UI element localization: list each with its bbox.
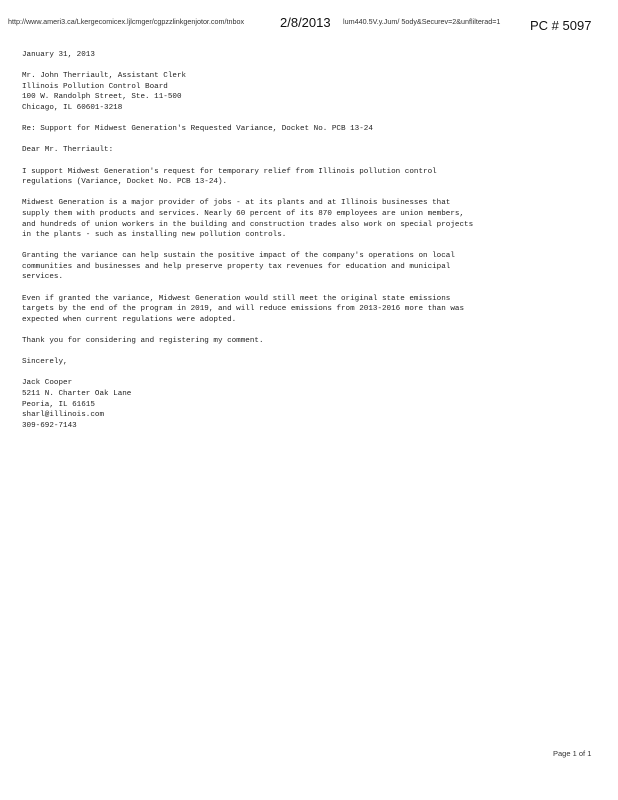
paragraph-line: regulations (Variance, Docket No. PCB 13-24). (22, 178, 228, 187)
paragraph (22, 294, 602, 326)
paragraph-line: supply them with products and services. Nearly 60 percent of its 870 employees are union members, (22, 209, 465, 218)
paragraph-line: services. (22, 273, 64, 282)
address-line: 100 W. Randolph Street, Ste. 11-500 (22, 93, 182, 102)
paragraph-line: and hundreds of union workers in the building and construction trades also work on special projects (22, 220, 474, 229)
paragraph-line: expected when current regulations were adopted. (22, 315, 237, 324)
letter-date: January 31, 2013 (22, 51, 95, 59)
paragraph-line: targets by the end of the program in 2019, and will reduce emissions from 2013-2016 more than was (22, 305, 465, 314)
paragraph (22, 251, 602, 283)
closing: Sincerely, (22, 358, 68, 367)
signature-block (22, 378, 602, 431)
signature-name: Jack Cooper (22, 379, 73, 388)
paragraph-line: in the plants - such as installing new pollution controls. (22, 231, 287, 240)
paragraph-line: Thank you for considering and registering my comment. (22, 337, 264, 346)
address-line: Mr. John Therriault, Assistant Clerk (22, 72, 187, 81)
paragraph (22, 167, 602, 188)
recipient-address (22, 71, 602, 113)
letter-body (22, 50, 602, 431)
paragraph (22, 198, 602, 240)
signature-email: sharl@illinois.com (22, 411, 105, 420)
paragraph-line: I support Midwest Generation's request for temporary relief from Illinois pollution control (22, 167, 437, 176)
paragraph-line: Even if granted the variance, Midwest Generation would still meet the original state emissions (22, 294, 451, 303)
subject-line: Re: Support for Midwest Generation's Requested Variance, Docket No. PCB 13-24 (22, 125, 373, 134)
paragraph-line: Midwest Generation is a major provider of jobs - at its plants and at Illinois businesses that (22, 199, 451, 208)
header-url-left: http://www.ameri3.ca/Lkergecomicex.ljlcmger/cgpzzlinkgenjotor.com/tnbox (8, 17, 245, 26)
signature-city: Peoria, IL 61615 (22, 400, 95, 409)
signature-phone: 309-692-7143 (22, 421, 77, 430)
paragraph-line: Granting the variance can help sustain the positive impact of the company's operations on local (22, 252, 455, 261)
salutation: Dear Mr. Therriault: (22, 146, 114, 155)
page-number: Page 1 of 1 (553, 749, 592, 758)
paragraph (22, 336, 602, 347)
pc-number: PC # 5097 (530, 18, 592, 33)
paragraph-line: communities and businesses and help preserve property tax revenues for education and municipal (22, 262, 451, 271)
header-url-right: lum440.5V.y.Jum/ 5ody&Securev=2&unflilterad=1 (343, 17, 501, 26)
address-line: Chicago, IL 60601-3218 (22, 103, 123, 112)
fax-date: 2/8/2013 (280, 15, 331, 30)
address-line: Illinois Pollution Control Board (22, 82, 168, 91)
signature-street: 5211 N. Charter Oak Lane (22, 390, 132, 398)
